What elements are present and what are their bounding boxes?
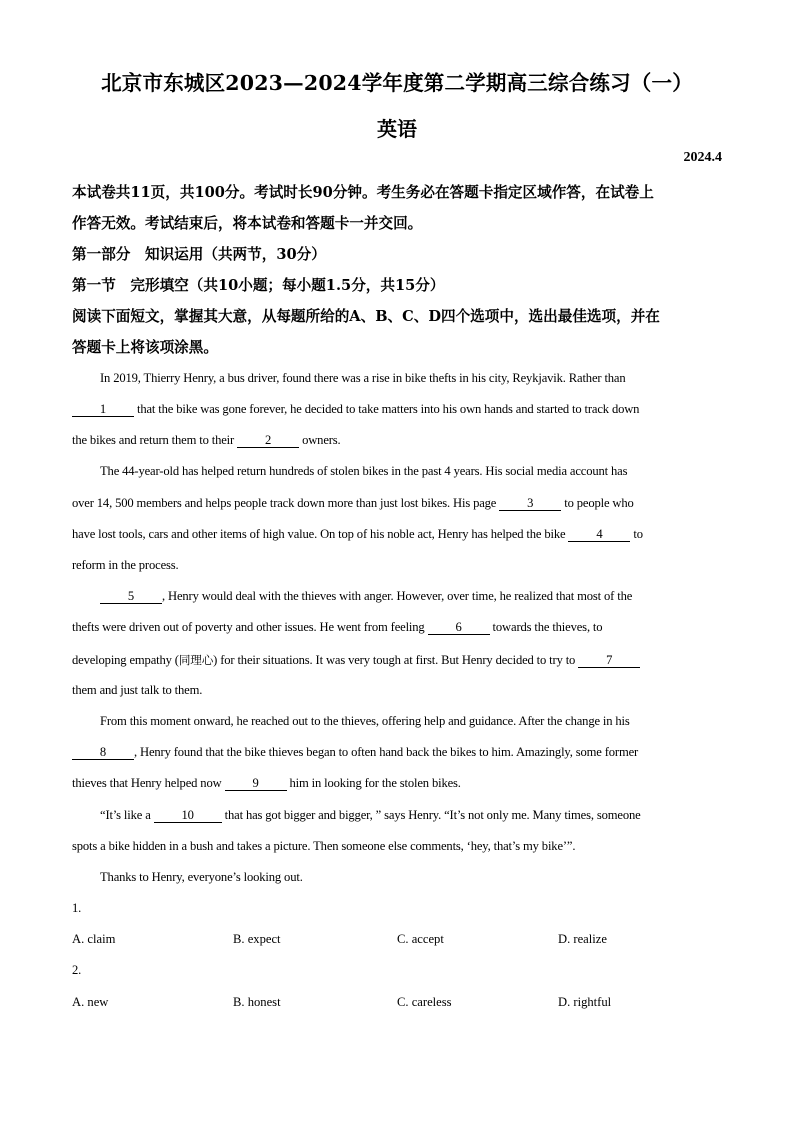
- directions-line-1: 阅读下面短文，掌握其大意，从每题所给的A、B、C、D四个选项中，选出最佳选项，并在: [72, 308, 660, 325]
- passage-line: reform in the process.: [72, 558, 179, 572]
- blank-9: 9: [225, 776, 287, 791]
- blank-10: 10: [154, 808, 222, 823]
- question-number-1: 1.: [72, 901, 82, 915]
- q2-option-c: C. careless: [397, 995, 452, 1009]
- passage-line: “It’s like a 10 that has got bigger and bigger, ” says Henry. “It’s not only me. Many times, someone: [100, 808, 641, 822]
- question-number-2: 2.: [72, 963, 82, 977]
- section-heading: 第一节 完形填空（共10小题；每小题1.5分，共15分）: [72, 277, 445, 294]
- passage-line: them and just talk to them.: [72, 683, 203, 697]
- blank-7: 7: [578, 653, 640, 668]
- q1-option-c: C. accept: [397, 932, 444, 946]
- passage-line: thefts were driven out of poverty and other issues. He went from feeling 6 towards the thieves, to: [72, 620, 603, 634]
- passage-line: over 14, 500 members and helps people track down more than just lost bikes. His page 3 to people who: [72, 496, 634, 510]
- q1-option-d: D. realize: [558, 932, 607, 946]
- blank-8: 8: [72, 745, 134, 760]
- passage-line: spots a bike hidden in a bush and takes a picture. Then someone else comments, ‘hey, that’s my bike’”.: [72, 839, 576, 853]
- passage-line: thieves that Henry helped now 9 him in looking for the stolen bikes.: [72, 776, 461, 790]
- q1-option-b: B. expect: [233, 932, 281, 946]
- blank-1: 1: [72, 402, 134, 417]
- q2-option-d: D. rightful: [558, 995, 612, 1009]
- blank-3: 3: [499, 496, 561, 511]
- passage-line: The 44-year-old has helped return hundreds of stolen bikes in the past 4 years. His social media account has: [100, 464, 628, 478]
- exam-date: 2024.4: [683, 150, 722, 165]
- passage-line: From this moment onward, he reached out to the thieves, offering help and guidance. After the change in his: [100, 714, 630, 728]
- exam-title: 北京市东城区2023—2024学年度第二学期高三综合练习（一）: [101, 71, 693, 95]
- q2-option-b: B. honest: [233, 995, 281, 1009]
- blank-5: 5: [100, 589, 162, 604]
- instructions-line-1: 本试卷共11页，共100分。考试时长90分钟。考生务必在答题卡指定区域作答，在试卷上: [72, 184, 654, 201]
- directions-line-2: 答题卡上将该项涂黑。: [72, 339, 218, 356]
- passage-line: In 2019, Thierry Henry, a bus driver, found there was a rise in bike thefts in his city, Reykjavik. Rather than: [100, 371, 626, 385]
- passage-line: Thanks to Henry, everyone’s looking out.: [100, 870, 303, 884]
- passage-line: 1 that the bike was gone forever, he decided to take matters into his own hands and started to track down: [72, 402, 639, 417]
- passage-line: 8 , Henry found that the bike thieves began to often hand back the bikes to him. Amazingly, some former: [72, 745, 638, 760]
- blank-4: 4: [568, 527, 630, 542]
- passage-line: the bikes and return them to their 2 owners.: [72, 433, 341, 447]
- instructions-line-2: 作答无效。考试结束后，将本试卷和答题卡一并交回。: [72, 215, 423, 232]
- passage-line: developing empathy (同理心) for their situations. It was very tough at first. But Henry decided to try to 7: [72, 652, 640, 668]
- passage-line: 5 , Henry would deal with the thieves with anger. However, over time, he realized that most of the: [100, 589, 632, 604]
- subject-heading: 英语: [377, 117, 417, 141]
- part-heading: 第一部分 知识运用（共两节，30分）: [72, 246, 326, 263]
- passage-line: have lost tools, cars and other items of high value. On top of his noble act, Henry has helped the bike 4 to: [72, 527, 643, 541]
- q2-option-a: A. new: [72, 995, 109, 1009]
- blank-6: 6: [428, 620, 490, 635]
- q1-option-a: A. claim: [72, 932, 116, 946]
- blank-2: 2: [237, 433, 299, 448]
